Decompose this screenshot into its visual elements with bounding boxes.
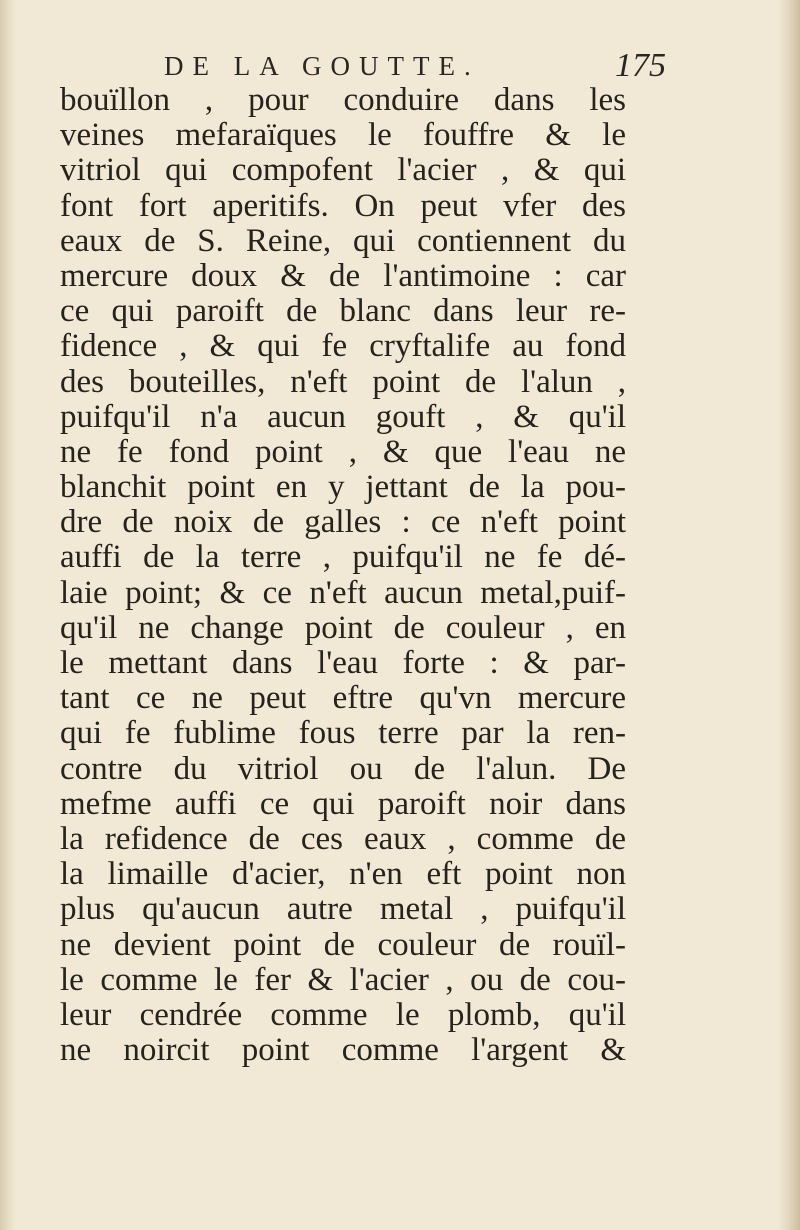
text-line: font fort aperitifs. On peut vfer des <box>60 187 626 224</box>
text-line: qu'il ne change point de couleur , en <box>60 609 626 646</box>
page-header <box>60 46 666 86</box>
text-line: plus qu'aucun autre metal , puifqu'il <box>60 891 626 928</box>
page-right-edge <box>778 0 800 1230</box>
text-line: tant ce ne peut eftre qu'vn mercure <box>60 680 626 717</box>
page-number: 175 <box>615 47 666 84</box>
text-line: qui fe fublime fous terre par la ren- <box>60 715 626 752</box>
text-line: le mettant dans l'eau forte : & par- <box>60 645 626 681</box>
text-line: contre du vitriol ou de l'alun. De <box>60 750 626 787</box>
text-line: la limaille d'acier, n'en eft point non <box>60 856 626 893</box>
running-head: DE LA GOUTTE. <box>164 51 480 81</box>
text-line: ne noircit point comme l'argent & <box>60 1032 626 1069</box>
text-line: eaux de S. Reine, qui contiennent du <box>60 222 626 259</box>
text-line: ne devient point de couleur de rouïl- <box>60 926 626 963</box>
text-line: le comme le fer & l'acier , ou de cou- <box>60 961 626 998</box>
text-line: vitriol qui compofent l'acier , & qui <box>60 152 626 189</box>
text-line: mefme auffi ce qui paroift noir dans <box>60 785 626 822</box>
text-line: mercure doux & de l'antimoine : car <box>60 257 626 294</box>
text-line: la refidence de ces eaux , comme de <box>60 820 626 857</box>
text-line: bouïllon , pour conduire dans les <box>60 82 626 118</box>
text-line: dre de noix de galles : ce n'eft point <box>60 504 626 541</box>
text-line: ne fe fond point , & que l'eau ne <box>60 433 626 470</box>
text-line: veines mefaraïques le fouffre & le <box>60 117 626 154</box>
text-line: ce qui paroift de blanc dans leur re- <box>60 293 626 330</box>
page-left-edge <box>0 0 16 1230</box>
text-line: blanchit point en y jettant de la pou- <box>60 469 626 506</box>
text-line: des bouteilles, n'eft point de l'alun , <box>60 363 626 400</box>
text-line: fidence , & qui fe cryftalife au fond <box>60 328 626 365</box>
text-line: puifqu'il n'a aucun gouft , & qu'il <box>60 398 626 435</box>
text-line: auffi de la terre , puifqu'il ne fe dé- <box>60 539 626 576</box>
body-text <box>60 83 626 1068</box>
text-line: leur cendrée comme le plomb, qu'il <box>60 996 626 1033</box>
text-line: laie point; & ce n'eft aucun metal,puif- <box>60 574 626 611</box>
